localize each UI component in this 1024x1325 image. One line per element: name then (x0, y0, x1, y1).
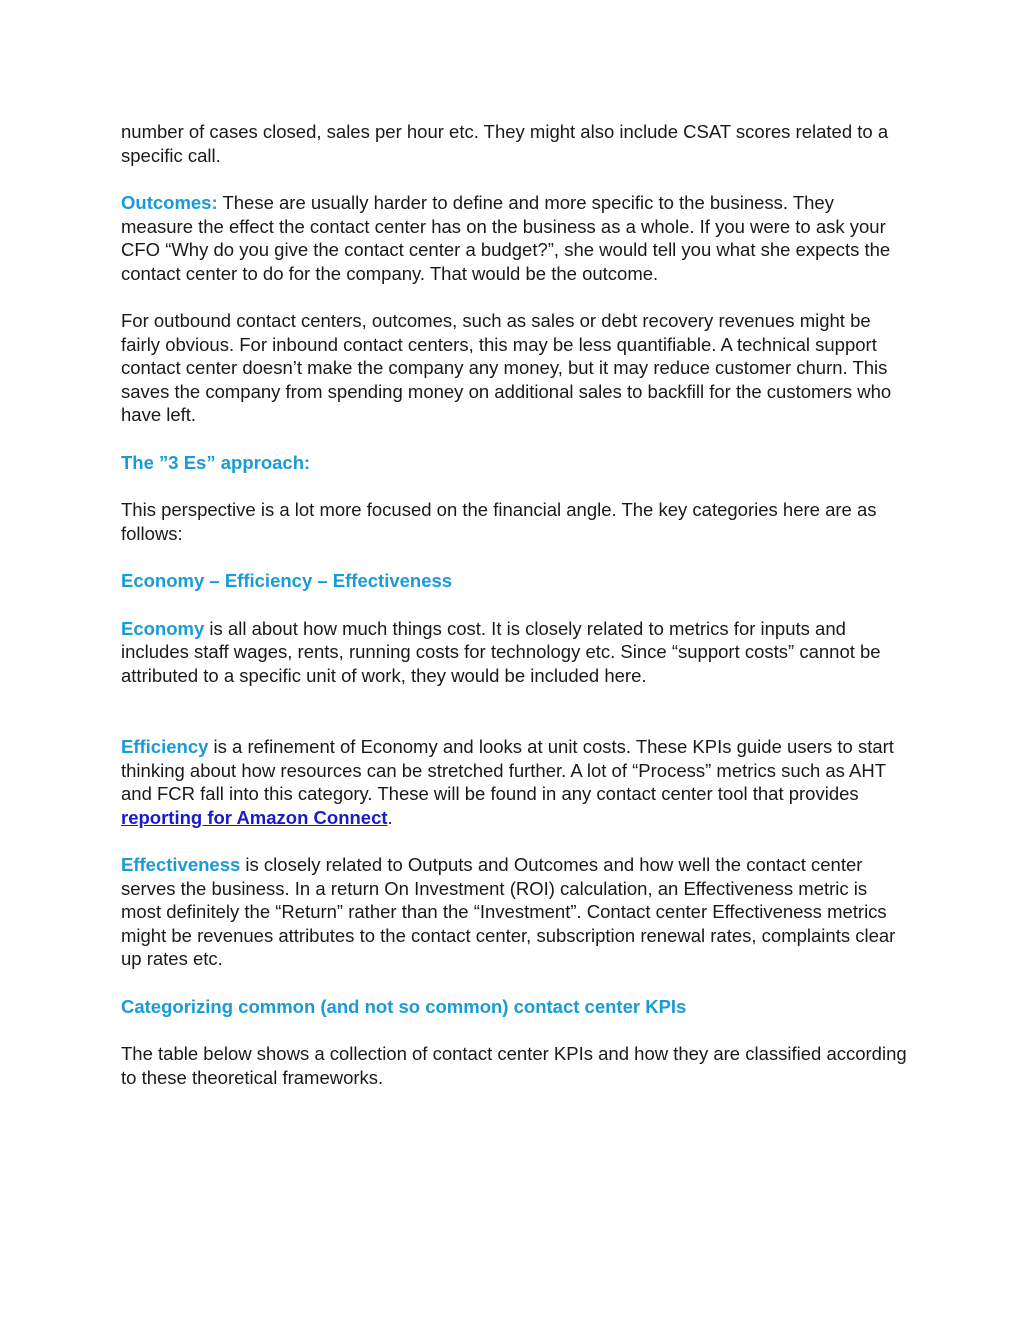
paragraph-outcomes (121, 191, 911, 285)
paragraph-text: The table below shows a collection of contact center KPIs and how they are classified according to these theoretical frameworks. (121, 1043, 907, 1088)
efficiency-label: Efficiency (121, 736, 209, 757)
paragraph-economy (121, 617, 911, 688)
paragraph-text: For outbound contact centers, outcomes, such as sales or debt recovery revenues might be fairly obvious. For inbound contact centers, this may be less quantifiable. A technical support contact center doesn’t make the company any money, but it may reduce customer churn. This saves the company from spending money on additional sales to backfill for the customers who have left. (121, 310, 892, 425)
efficiency-text: is a refinement of Economy and looks at unit costs. These KPIs guide users to start thinking about how resources can be stretched further. A lot of “Process” metrics such as AHT and FCR fall into this category. These will be found in any contact center tool that provides (121, 736, 894, 804)
effectiveness-label: Effectiveness (121, 854, 241, 875)
paragraph-table-intro (121, 1042, 911, 1089)
outcomes-text: These are usually harder to define and more specific to the business. They measure the effect the contact center has on the business as a whole. If you were to ask your CFO “Why do you give the contact center a budget?”, she would tell you what she expects the contact center to do for the company. That would be the outcome. (121, 192, 891, 284)
paragraph-text: number of cases closed, sales per hour etc. They might also include CSAT scores related to a specific call. (121, 121, 889, 166)
paragraph-outbound-inbound (121, 309, 911, 427)
reporting-amazon-connect-link[interactable]: reporting for Amazon Connect (121, 806, 388, 828)
heading-3es-approach: The ”3 Es” approach: (121, 451, 311, 473)
document-page (121, 120, 911, 1113)
outcomes-label: Outcomes: (121, 192, 218, 213)
economy-label: Economy (121, 617, 205, 639)
effectiveness-text: is closely related to Outputs and Outcomes and how well the contact center serves the business. In a return On Investment (ROI) calculation, an Effectiveness metric is most definitely the “Return” rather than the “Investment”. Contact center Effectiveness metrics might be revenues attributes to the contact center, subscription renewal rates, complaints clear up rates etc. (121, 854, 896, 969)
heading-categorizing-kpis: Categorizing common (and not so common) contact center KPIs (121, 995, 687, 1017)
paragraph-efficiency (121, 735, 911, 829)
efficiency-end: . (387, 806, 393, 828)
paragraph-outputs-continued (121, 120, 911, 167)
paragraph-text: This perspective is a lot more focused on the financial angle. The key categories here are as follows: (121, 499, 877, 544)
paragraph-financial-perspective (121, 498, 911, 545)
economy-text: is all about how much things cost. It is closely related to metrics for inputs and includes staff wages, rents, running costs for technology etc. Since “support costs” cannot be attributed to a specific unit of work, they would be included here. (121, 617, 881, 686)
heading-economy-efficiency-effectiveness: Economy – Efficiency – Effectiveness (121, 570, 453, 591)
paragraph-effectiveness (121, 853, 911, 971)
